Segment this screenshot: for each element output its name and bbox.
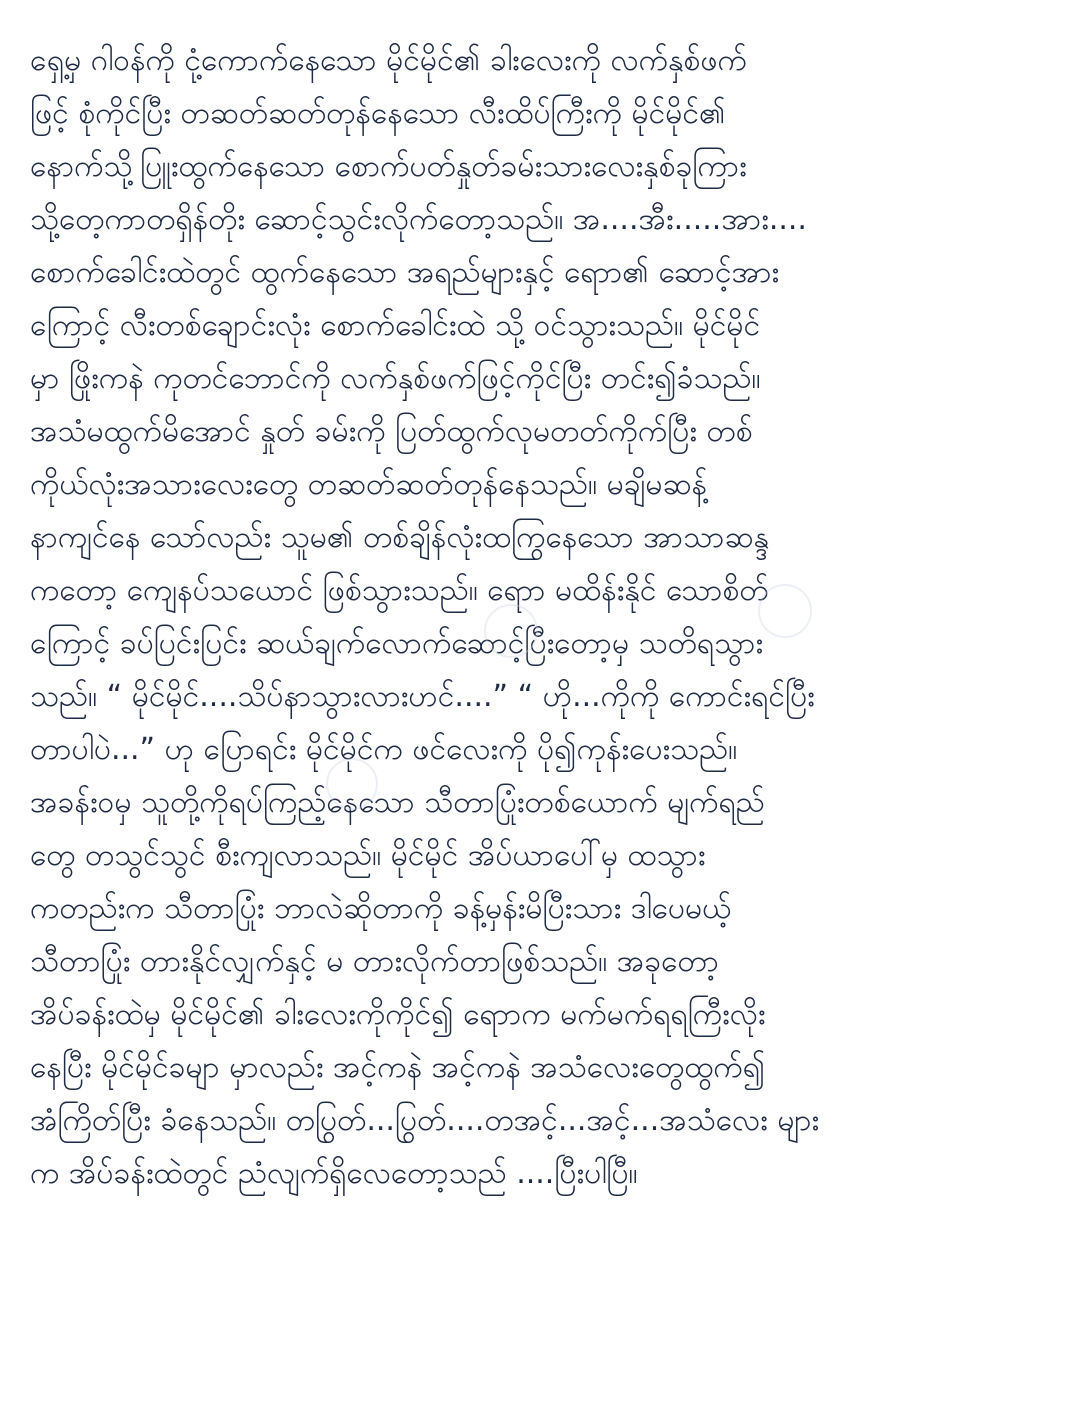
text-line-10: နာကျင်နေ သော်လည်း သူမ၏ တစ်ချိန်လုံးထကြွနေသော အာသာဆန္ဒ	[30, 520, 769, 555]
text-line-21: အံကြိတ်ပြီး ခံနေသည်။ တပြွတ်...ပြွတ်....တအင့်...အင့်...အသံလေး များ	[30, 1103, 820, 1138]
text-line-15: အခန်းဝမှ သူတို့ကိုရပ်ကြည့်နေသော သီတာပြုံးတစ်ယောက် မျက်ရည်	[30, 785, 765, 820]
story-text-block	[30, 34, 1060, 1200]
text-line-14: တာပါပဲ...” ဟု ပြောရင်း မိုင်မိုင်က ဖင်လေးကို ပို၍ကုန်းပေးသည်။	[30, 732, 738, 767]
text-line-12: ကြောင့် ခပ်ပြင်းပြင်း ဆယ်ချက်လောက်ဆောင့်ပြီးတော့မှ သတိရသွား	[30, 626, 764, 661]
text-line-1: ရှေ့မှ ဂါဝန်ကို ငုံ့ကောက်နေသော မိုင်မိုင်၏ ခါးလေးကို လက်နှစ်ဖက်	[30, 43, 747, 78]
text-line-22: က အိပ်ခန်းထဲတွင် ညံလျက်ရှိလေတော့သည် ....ပြီးပါပြီ။	[30, 1156, 638, 1191]
text-line-3: နောက်သို့ပြူးထွက်နေသော စောက်ပတ်နှုတ်ခမ်းသားလေးနှစ်ခုကြား	[30, 149, 747, 184]
text-line-7: မှာ ဖြိုးကနဲ ကုတင်ဘောင်ကို လက်နှစ်ဖက်ဖြင့်ကိုင်ပြီး တင်း၍ခံသည်။	[30, 361, 761, 396]
text-line-2: ဖြင့် စုံကိုင်ပြီး တဆတ်ဆတ်တုန်နေသော လီးထိပ်ကြီးကို မိုင်မိုင်၏	[30, 96, 726, 131]
text-line-13: သည်။ “ မိုင်မိုင်....သိပ်နာသွားလားဟင်....” “ ဟို...ကိုကို ကောင်းရင်ပြီး	[30, 679, 815, 714]
text-line-9: ကိုယ်လုံးအသားလေးတွေ တဆတ်ဆတ်တုန်နေသည်။ မချိမဆန့်	[30, 467, 708, 502]
text-line-4: သို့တေ့ကာတရှိန်တိုး ဆောင့်သွင်းလိုက်တော့သည်။ အ....အီး.....အား....	[30, 202, 807, 237]
text-line-6: ကြောင့် လီးတစ်ချောင်းလုံး စောက်ခေါင်းထဲ သို့ ဝင်သွားသည်။ မိုင်မိုင်	[30, 308, 761, 343]
text-line-5: စောက်ခေါင်းထဲတွင် ထွက်နေသော အရည်များနှင့် ရောာ၏ ဆောင့်အား	[30, 255, 780, 290]
text-line-18: သီတာပြုံး တားနိုင်လျှက်နှင့် မ တားလိုက်တာဖြစ်သည်။ အခုတော့	[30, 944, 720, 979]
text-line-20: နေပြီး မိုင်မိုင်ခမျာ မှာလည်း အင့်ကနဲ အင့်ကနဲ အသံလေးတွေထွက်၍	[30, 1050, 766, 1085]
text-line-11: ကတော့ ကျေနပ်သယောင် ဖြစ်သွားသည်။ ရောာ မထိန်းနိုင် သောစိတ်	[30, 573, 769, 608]
text-line-8: အသံမထွက်မိအောင် နှုတ် ခမ်းကို ပြတ်ထွက်လုမတတ်ကိုက်ပြီး တစ်	[30, 414, 753, 449]
text-line-16: တွေ တသွင်သွင် စီးကျလာသည်။ မိုင်မိုင် အိပ်ယာပေါ်မှ ထသွား	[30, 838, 706, 873]
text-line-17: ကတည်းက သီတာပြုံး ဘာလဲဆိုတာကို ခန့်မှန်းမိပြီးသား ဒါပေမယ့်	[30, 891, 732, 926]
text-line-19: အိပ်ခန်းထဲမှ မိုင်မိုင်၏ ခါးလေးကိုကိုင်၍ ရောာက မက်မက်ရရကြီးလိုး	[30, 997, 766, 1032]
